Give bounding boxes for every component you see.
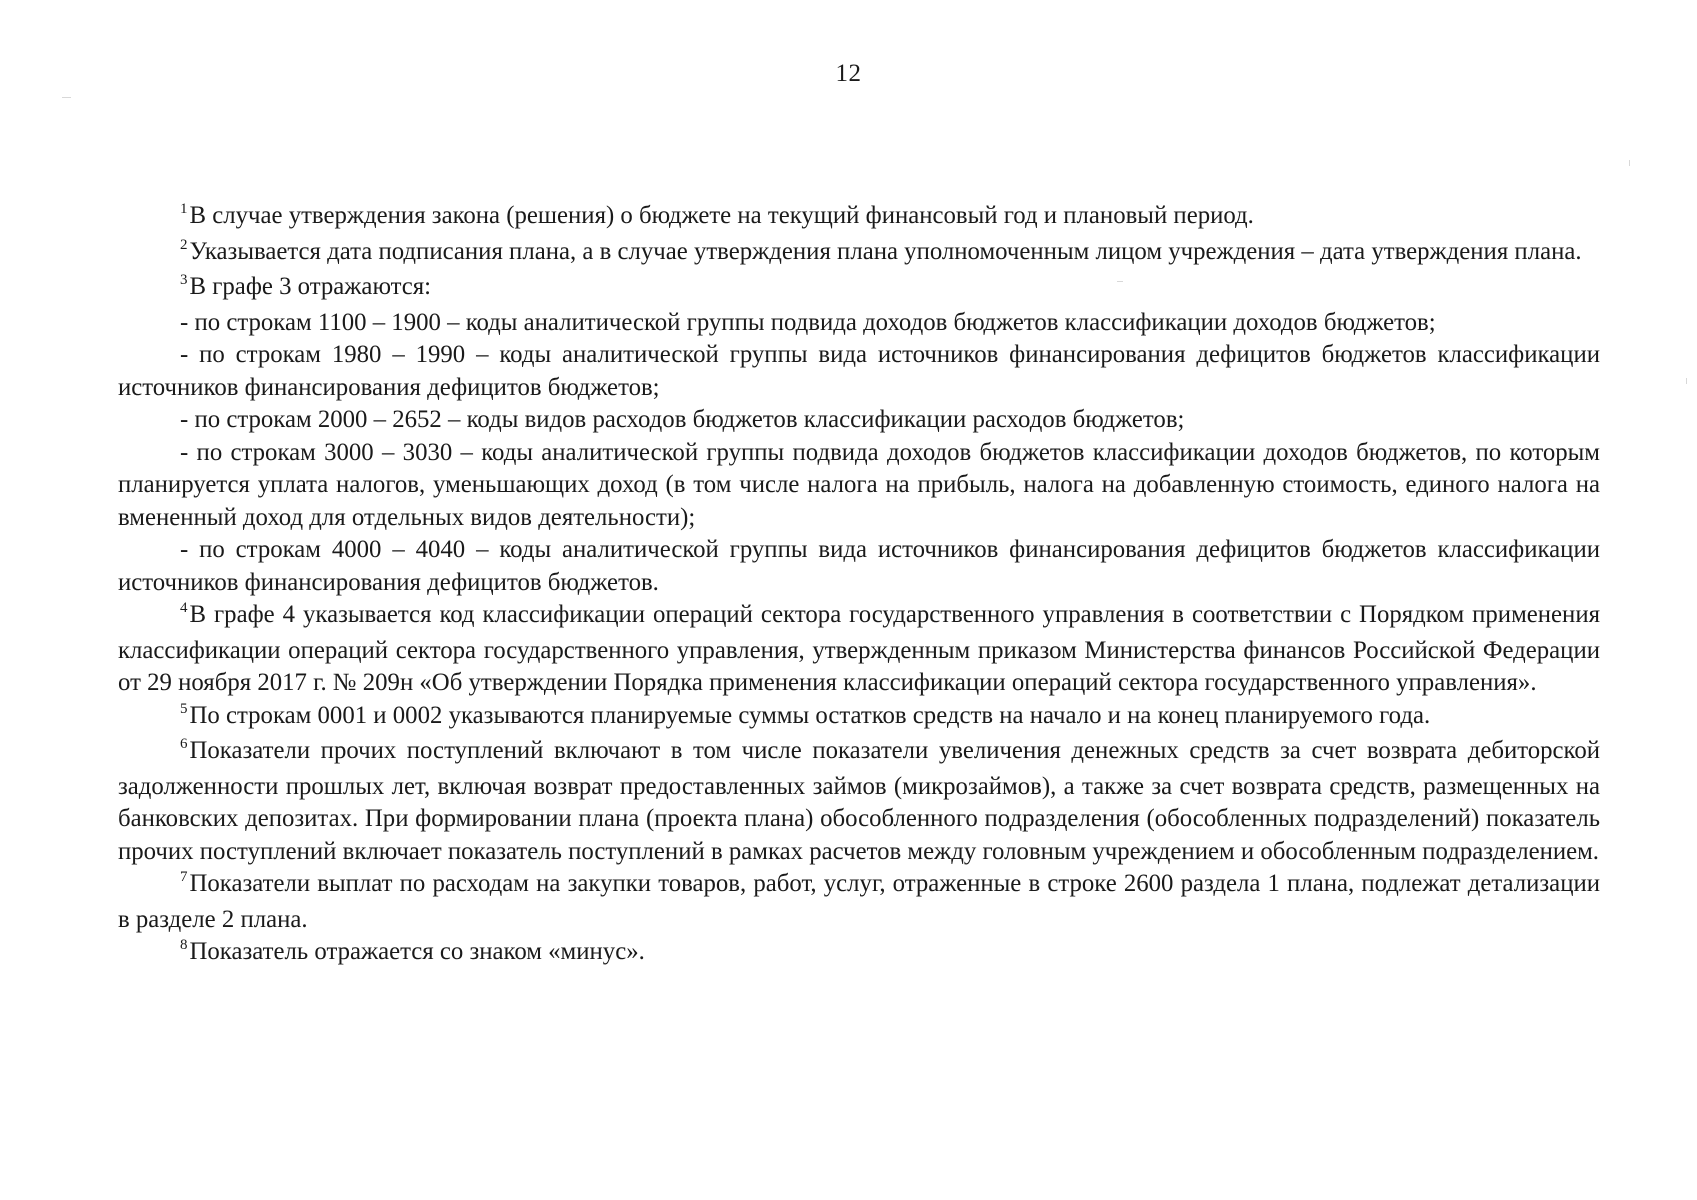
footnote-text: Показатели прочих поступлений включают в том числе показатели увеличения денежных средств за счет возврата дебиторской задолженности прошлых лет, включая возврат предоставленных займов (микрозаймов), а также за счет возврата средств, размещенных на банковских депозитах. При формировании плана (проекта плана) обособленного подразделения (обособленных подразделений) показатель прочих поступлений включает показатель поступлений в рамках расчетов между головным учреждением и обособленным подразделением.	[118, 737, 1600, 865]
footnote-7	[118, 868, 1600, 936]
scan-speck	[1686, 378, 1687, 384]
footnote-4	[118, 599, 1600, 700]
footnote-5	[118, 700, 1600, 736]
footnote-mark: 3	[180, 272, 188, 288]
footnote-1	[118, 200, 1600, 236]
scan-speck	[1629, 160, 1630, 166]
footnote-text: Показатель отражается со знаком «минус».	[189, 938, 645, 965]
footnote-text: В случае утверждения закона (решения) о бюджете на текущий финансовый год и плановый период.	[189, 202, 1254, 229]
footnote-text: В графе 4 указывается код классификации операций сектора государственного управления в соответствии с Порядком применения классификации операций сектора государственного управления, утвержденным приказом Министерства финансов Российской Федерации от 29 ноября 2017 г. № 209н «Об утверждении Порядка применения классификации операций сектора государственного управления».	[118, 601, 1600, 696]
scan-speck	[62, 97, 71, 98]
footnote-text: По строкам 0001 и 0002 указываются планируемые суммы остатков средств на начало и на конец планируемого года.	[189, 701, 1431, 729]
footnote-text: Указывается дата подписания плана, а в случае утверждения плана уполномоченным лицом учреждения – дата утверждения плана.	[189, 237, 1582, 265]
graph3-item: - по строкам 1100 – 1900 – коды аналитической группы подвида доходов бюджетов классификации доходов бюджетов;	[180, 308, 1436, 336]
footnote-mark: 5	[180, 700, 188, 717]
graph3-item: - по строкам 4000 – 4040 – коды аналитической группы вида источников финансирования дефицитов бюджетов классификации источников финансирования дефицитов бюджетов.	[118, 536, 1600, 596]
footnote-8	[118, 936, 1600, 972]
footnote-3	[118, 271, 1600, 307]
footnote-mark: 2	[180, 236, 188, 253]
footnote-mark: 6	[180, 736, 188, 752]
page-number: 12	[835, 60, 862, 87]
footnote-2	[118, 236, 1600, 272]
footnotes-block	[118, 200, 1600, 972]
footnote-text: В графе 3 отражаются:	[189, 273, 432, 300]
graph3-item: - по строкам 1980 – 1990 – коды аналитической группы вида источников финансирования дефицитов бюджетов классификации источников финансирования дефицитов бюджетов;	[118, 341, 1600, 401]
graph3-item: - по строкам 2000 – 2652 – коды видов расходов бюджетов классификации расходов бюджетов;	[180, 406, 1185, 433]
footnote-mark: 4	[180, 600, 188, 616]
footnote-mark: 1	[180, 201, 188, 217]
footnote-mark: 8	[180, 937, 188, 953]
footnote-mark: 7	[180, 869, 188, 885]
footnote-6	[118, 735, 1600, 868]
footnote-text: Показатели выплат по расходам на закупки товаров, работ, услуг, отраженные в строке 2600 раздела 1 плана, подлежат детализации в разделе 2 плана.	[118, 870, 1600, 933]
graph3-item: - по строкам 3000 – 3030 – коды аналитической группы подвида доходов бюджетов классификации доходов бюджетов, по которым планируется уплата налогов, уменьшающих доход (в том числе налога на прибыль, налога на добавленную стоимость, единого налога на вмененный доход для отдельных видов деятельности);	[118, 438, 1600, 531]
